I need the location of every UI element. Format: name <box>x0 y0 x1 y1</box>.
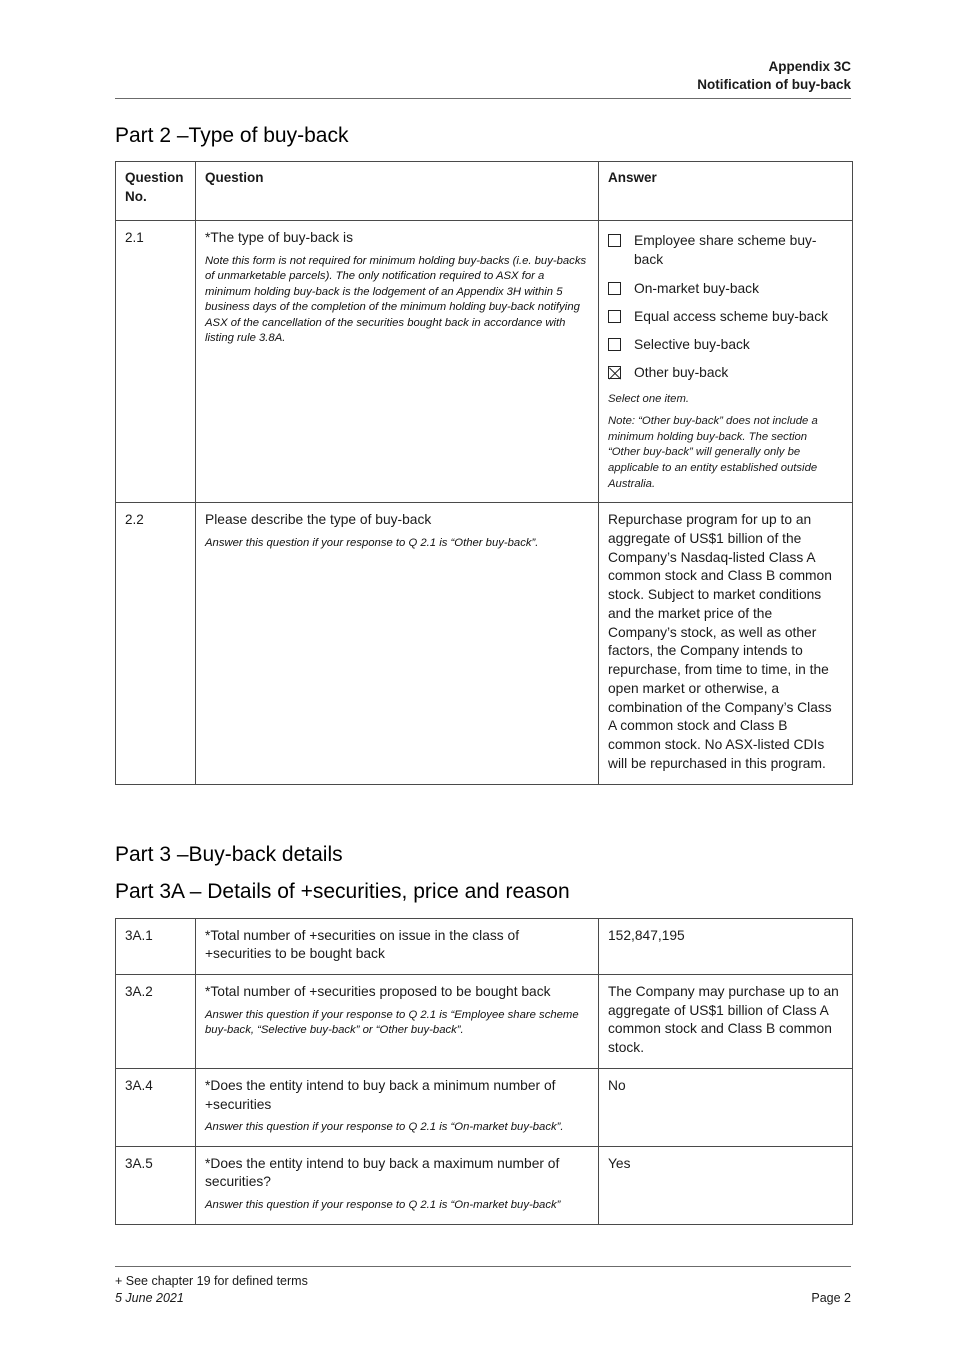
answer-text: Yes <box>608 1155 631 1171</box>
part3a-table <box>115 918 853 1225</box>
checkbox-option[interactable] <box>608 279 842 298</box>
table-row-2-1 <box>116 220 853 502</box>
defined-terms-note: + See chapter 19 for defined terms <box>115 1274 308 1288</box>
answer-cell <box>599 918 853 974</box>
checkbox-option[interactable] <box>608 307 842 326</box>
buyback-type-options <box>608 229 842 383</box>
footer-rule <box>115 1266 851 1267</box>
question-note: Answer this question if your response to Q 2.1 is “On-market buy-back”. <box>205 1121 564 1134</box>
question-text: *Does the entity intend to buy back a minimum number of +securities <box>205 1077 556 1112</box>
question-cell <box>196 974 599 1068</box>
question-no-2-1: 2.1 <box>116 220 196 502</box>
checkbox-option[interactable] <box>608 231 842 270</box>
question-note-2-1: Note this form is not required for minimum holding buy-backs (i.e. buy-backs of unmarketable parcels). The only notification required to ASX for a minimum holding buy-back is the lodgement of an Appendix 3H within 5 business days of the completion of the minimum holding buy-back notifying ASX of the cancellation of the securities bought back in accordance with listing rule 3.8A. <box>205 254 587 345</box>
table-row-3a-4 <box>116 1068 853 1146</box>
answer-cell-2-1 <box>599 220 853 502</box>
checkbox-option[interactable] <box>608 335 842 354</box>
checkbox-unchecked-icon[interactable] <box>608 282 621 295</box>
checkbox-option-label: On-market buy-back <box>634 280 759 296</box>
question-note: Answer this question if your response to Q 2.1 is “On-market buy-back” <box>205 1199 561 1212</box>
appendix-title: Appendix 3C <box>768 59 851 74</box>
checkbox-option-label: Other buy-back <box>634 365 729 381</box>
question-no: 3A.5 <box>116 1146 196 1224</box>
question-no: 3A.2 <box>116 974 196 1068</box>
appendix-subtitle: Notification of buy-back <box>697 77 851 93</box>
question-cell-2-2 <box>196 503 599 785</box>
checkbox-option[interactable] <box>608 363 842 382</box>
table-row-3a-1 <box>116 918 853 974</box>
part3a-title: Part 3A – Details of +securities, price and reason <box>115 879 570 903</box>
part3a-table-body <box>116 918 853 1224</box>
col-header-answer: Answer <box>599 162 853 220</box>
question-text-2-1: *The type of buy-back is <box>205 229 354 245</box>
answer-cell-2-2 <box>599 503 853 785</box>
document-header <box>115 58 851 99</box>
question-cell <box>196 1146 599 1224</box>
answer-cell <box>599 1068 853 1146</box>
question-text: *Total number of +securities proposed to be bought back <box>205 983 551 999</box>
checkbox-option-label: Employee share scheme buy-back <box>634 232 817 268</box>
checkbox-unchecked-icon[interactable] <box>608 310 621 323</box>
table-row-2-2 <box>116 503 853 785</box>
part2-title: Part 2 –Type of buy-back <box>115 124 349 148</box>
checkbox-checked-icon[interactable] <box>608 366 621 379</box>
checkbox-option-label: Selective buy-back <box>634 337 750 353</box>
page-number: Page 2 <box>811 1290 851 1305</box>
question-no: 3A.1 <box>116 918 196 974</box>
answer-text: 152,847,195 <box>608 927 685 943</box>
table-row-3a-2 <box>116 974 853 1068</box>
checkbox-unchecked-icon[interactable] <box>608 338 621 351</box>
checkbox-unchecked-icon[interactable] <box>608 234 621 247</box>
section-gap <box>115 785 851 818</box>
answer-text-2-2: Repurchase program for up to an aggregate of US$1 billion of the Company’s Nasdaq-listed Class A common stock and Class B common stock. Subject to market conditions and the market price of the Company’s stock, as well as other factors, the Company intends to repurchase, from time to time, in the open market or otherwise, a combination of the Company’s Class A common stock and Class B common stock. No ASX-listed CDIs will be repurchased in this program. <box>608 512 832 771</box>
other-buyback-note: Note: “Other buy-back” does not include a minimum holding buy-back. The section “Other buy-back” will generally only be applicable to an entity established outside Australia. <box>608 415 818 490</box>
part2-table-header-row <box>116 162 853 220</box>
part3-title: Part 3 –Buy-back details <box>115 842 343 866</box>
answer-text: The Company may purchase up to an aggregate of US$1 billion of Class A common stock and Class B common stock. <box>608 983 839 1056</box>
question-no: 3A.4 <box>116 1068 196 1146</box>
answer-cell <box>599 1146 853 1224</box>
question-text-2-2: Please describe the type of buy-back <box>205 512 432 528</box>
answer-cell <box>599 974 853 1068</box>
table-row-3a-5 <box>116 1146 853 1224</box>
col-header-question-no: Question No. <box>116 162 196 220</box>
answer-text: No <box>608 1077 626 1093</box>
col-header-question: Question <box>196 162 599 220</box>
part2-table <box>115 161 853 784</box>
footer-date: 5 June 2021 <box>115 1290 184 1305</box>
document-footer <box>115 1266 851 1307</box>
question-cell <box>196 1068 599 1146</box>
question-no-2-2: 2.2 <box>116 503 196 785</box>
header-rule <box>115 98 851 99</box>
question-cell-2-1 <box>196 220 599 502</box>
question-text: *Does the entity intend to buy back a maximum number of securities? <box>205 1155 560 1190</box>
question-note: Answer this question if your response to Q 2.1 is “Employee share scheme buy-back, “Selective buy-back” or “Other buy-back”. <box>205 1008 579 1037</box>
question-note-2-2: Answer this question if your response to Q 2.1 is “Other buy-back”. <box>205 536 539 549</box>
select-one-note: Select one item. <box>608 392 690 405</box>
question-text: *Total number of +securities on issue in the class of +securities to be bought back <box>205 927 520 962</box>
question-cell <box>196 918 599 974</box>
checkbox-option-label: Equal access scheme buy-back <box>634 308 829 324</box>
